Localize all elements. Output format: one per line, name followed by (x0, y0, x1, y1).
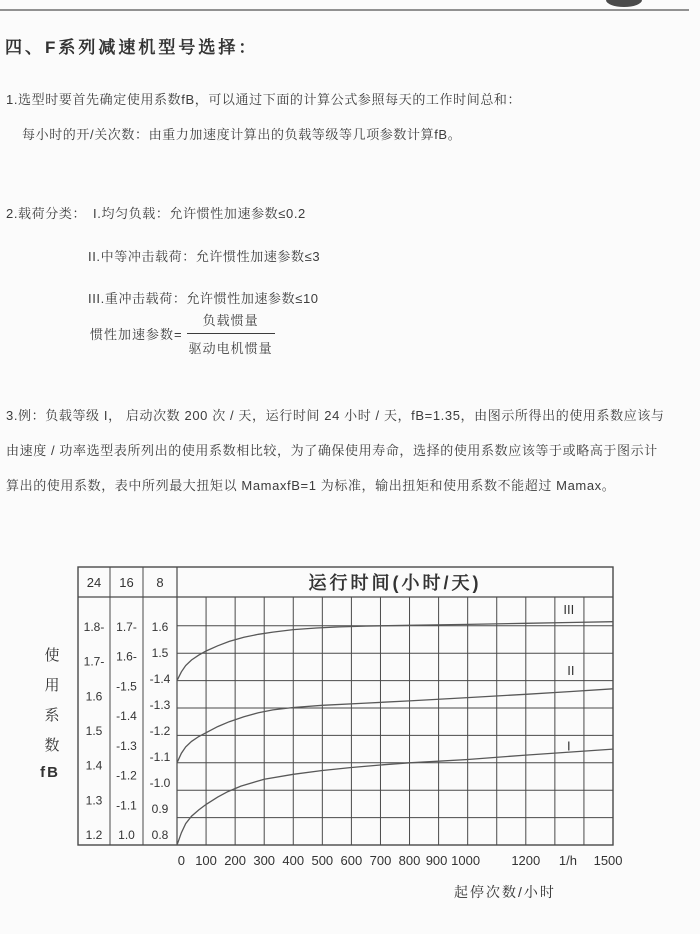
inertia-formula (90, 310, 275, 357)
scale-8-label: -1.1 (149, 750, 171, 764)
curve-III (177, 622, 613, 681)
x-tick-1000: 1000 (451, 853, 481, 868)
x-tick-500: 500 (311, 853, 334, 868)
x-tick-400: 400 (282, 853, 305, 868)
chart-title: 运行时间(小时/天) (308, 573, 482, 593)
scale-16-label: -1.3 (116, 738, 137, 753)
scale-16-label: -1.1 (116, 798, 137, 813)
scale-16-label: -1.4 (116, 709, 137, 724)
example-line-2: 由速度 / 功率选型表所列出的使用系数相比较，为了确保使用寿命，选择的使用系数应该等于或略高于图示计 (6, 443, 658, 458)
curve-label-III: III (563, 602, 575, 618)
y-axis-unit: fB (40, 764, 60, 781)
formula-fraction (187, 310, 275, 357)
scale-24-label: 1.8- (83, 620, 105, 634)
x-tick-800: 800 (398, 853, 421, 868)
scale-24-label: 1.7- (83, 654, 105, 669)
y-axis-title-char: 数 (44, 737, 60, 754)
scale-8-label: 0.8 (151, 828, 169, 842)
scale-16-label: -1.5 (116, 679, 137, 694)
x-tick-300: 300 (253, 853, 276, 868)
scale-header-24: 24 (86, 575, 102, 590)
scale-16-label: 1.7- (116, 620, 137, 634)
scale-16-label: 1.0 (118, 828, 135, 842)
scale-header-8: 8 (156, 575, 164, 590)
selection-note-line-1: 1.选型时要首先确定使用系数fB，可以通过下面的计算公式参照每天的工作时间总和： (6, 92, 522, 107)
scale-16-label: -1.2 (116, 768, 137, 783)
load-class-item-3: III.重冲击载荷：允许惯性加速参数≤10 (88, 291, 319, 306)
scale-8-label: -1.2 (149, 724, 171, 738)
example-line-3: 算出的使用系数，表中所列最大扭矩以 MamaxfB=1 为标准，输出扭矩和使用系数不能超过 Mamax。 (6, 478, 616, 493)
scale-24-label: 1.6 (85, 689, 103, 704)
scale-24-label: 1.5 (85, 724, 103, 738)
formula-lhs: 惯性加速参数= (90, 327, 183, 342)
page-title: 四、F系列减速机型号选择： (5, 38, 259, 57)
x-axis-title: 起停次数/小时 (454, 884, 556, 900)
scale-8-label: -1.0 (149, 776, 171, 790)
scale-24-label: 1.4 (85, 758, 103, 773)
load-class-line-1 (6, 203, 306, 222)
x-tick-200: 200 (224, 853, 246, 868)
scale-16-label: 1.6- (116, 649, 137, 664)
y-axis-title-char: 系 (44, 707, 60, 724)
curve-I (177, 749, 613, 845)
curve-II (177, 689, 613, 763)
load-class-label: 2.载荷分类： (6, 206, 87, 221)
curve-label-II: II (567, 663, 575, 679)
y-axis-title-char: 用 (44, 677, 60, 694)
curve-label-I: I (567, 738, 571, 754)
scale-header-16: 16 (119, 575, 134, 590)
scale-8-label: 1.5 (151, 646, 169, 660)
load-class-item-1: I.均匀负载：允许惯性加速参数≤0.2 (93, 206, 306, 221)
example-line-1: 3.例：负载等级 I， 启动次数 200 次 / 天，运行时间 24 小时 / 天，fB=1.35，由图示所得出的使用系数应该与 (6, 408, 665, 423)
x-tick-0: 0 (177, 853, 185, 868)
y-axis-title-char: 使 (44, 647, 60, 664)
formula-numerator: 负载惯量 (187, 310, 275, 334)
x-tick-1200: 1200 (511, 853, 541, 868)
x-tick-100: 100 (195, 853, 217, 868)
scale-24-label: 1.2 (85, 828, 103, 842)
scale-8-label: 0.9 (151, 802, 169, 816)
corner-ornament (606, 0, 642, 7)
service-factor-chart (0, 555, 700, 929)
scale-8-label: -1.3 (149, 698, 171, 712)
scale-8-label: 1.6 (151, 620, 169, 634)
formula-denominator: 驱动电机惯量 (188, 341, 273, 356)
x-tick-700: 700 (369, 853, 392, 868)
scale-24-label: 1.3 (85, 793, 103, 808)
selection-note-line-2: 每小时的开/关次数：由重力加速度计算出的负载等级等几项参数计算fB。 (22, 127, 462, 142)
scale-8-label: -1.4 (149, 672, 171, 686)
x-tick-1/h: 1/h (558, 853, 577, 868)
x-tick-600: 600 (340, 853, 363, 868)
x-tick-1500: 1500 (593, 853, 623, 868)
top-divider-line (0, 9, 689, 11)
load-class-item-2: II.中等冲击载荷：允许惯性加速参数≤3 (88, 249, 321, 264)
x-tick-900: 900 (425, 853, 448, 868)
